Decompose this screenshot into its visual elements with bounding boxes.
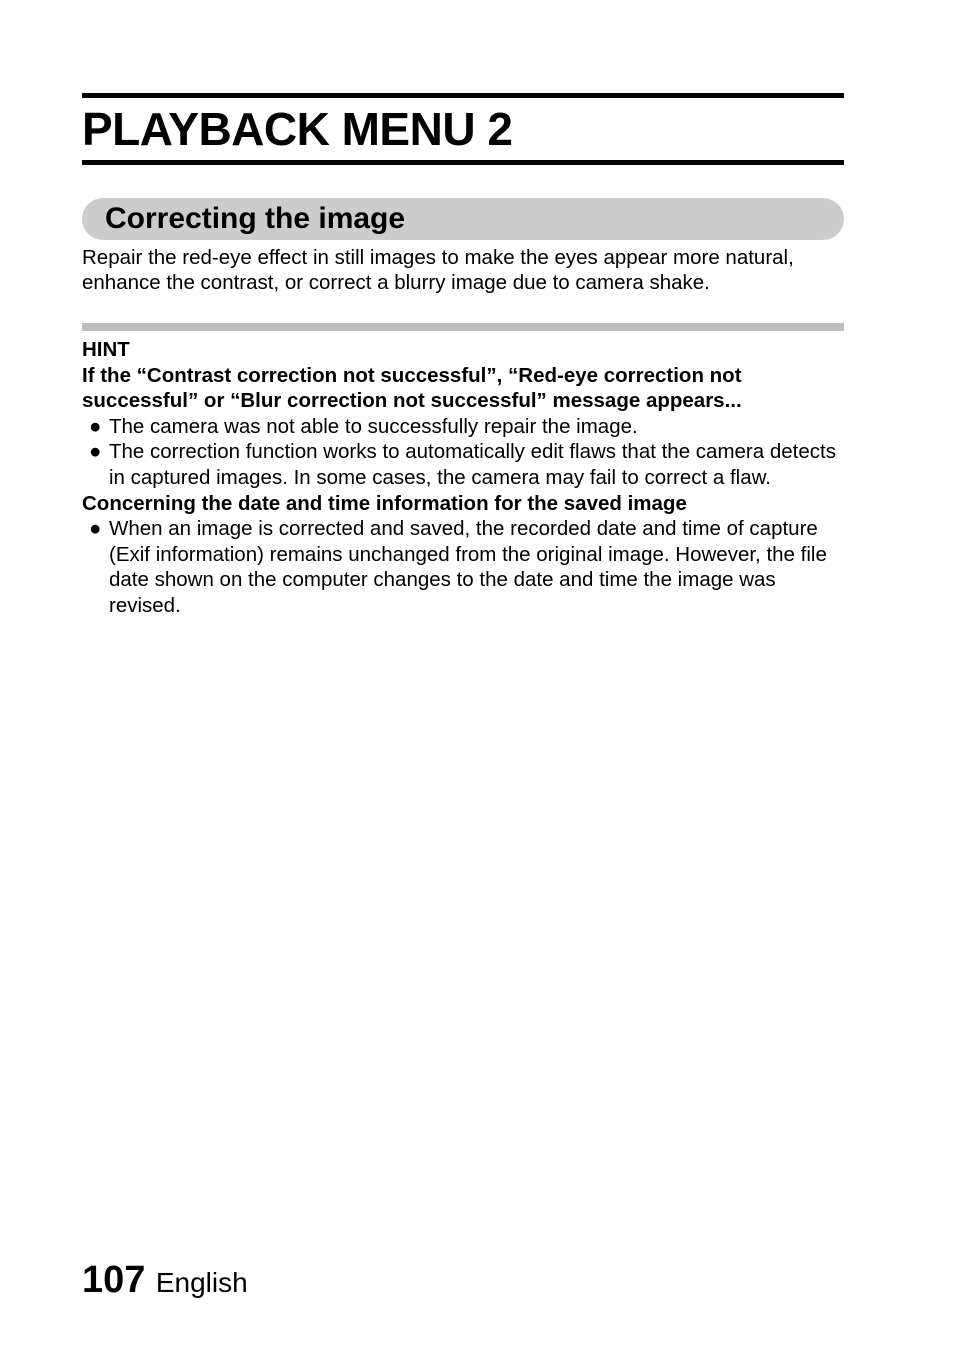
section-intro: Repair the red-eye effect in still images to make the eyes appear more natural, enhance the contrast, or correct a blurry image due to camera shake.: [82, 246, 794, 294]
page-title-block: [82, 93, 844, 165]
list-item-text: The correction function works to automatically edit flaws that the camera detects in captured images. In some cases, the camera may fail to correct a flaw.: [109, 440, 836, 489]
hint-block: [82, 337, 852, 619]
hint-heading-date-time: Concerning the date and time information for the saved image: [82, 491, 687, 515]
list-item: [82, 439, 852, 490]
hint-divider: [82, 323, 844, 331]
page-title: PLAYBACK MENU 2: [82, 103, 513, 155]
hint-bullet-list: [82, 516, 852, 618]
hint-label: HINT: [82, 338, 130, 361]
section-title: Correcting the image: [105, 202, 406, 235]
hint-heading-correction-failed: If the “Contrast correction not successful”, “Red-eye correction not successful” or “Blur correction not successful” message appears...: [82, 363, 742, 413]
section-header-bar: [82, 198, 844, 240]
list-item: [82, 516, 852, 618]
bullet-icon: ●: [89, 440, 102, 464]
page-footer: [82, 1258, 248, 1305]
hint-bullet-list: [82, 414, 852, 491]
bullet-icon: ●: [89, 517, 102, 541]
list-item: [82, 414, 852, 440]
list-item-text: When an image is corrected and saved, the recorded date and time of capture (Exif information) remains unchanged from the original image. However, the file date shown on the computer changes to the date and time the image was revised.: [109, 517, 827, 617]
bullet-icon: ●: [89, 414, 102, 438]
list-item-text: The camera was not able to successfully repair the image.: [109, 414, 638, 438]
page-language: English: [155, 1267, 248, 1298]
page-number: 107: [82, 1259, 146, 1301]
